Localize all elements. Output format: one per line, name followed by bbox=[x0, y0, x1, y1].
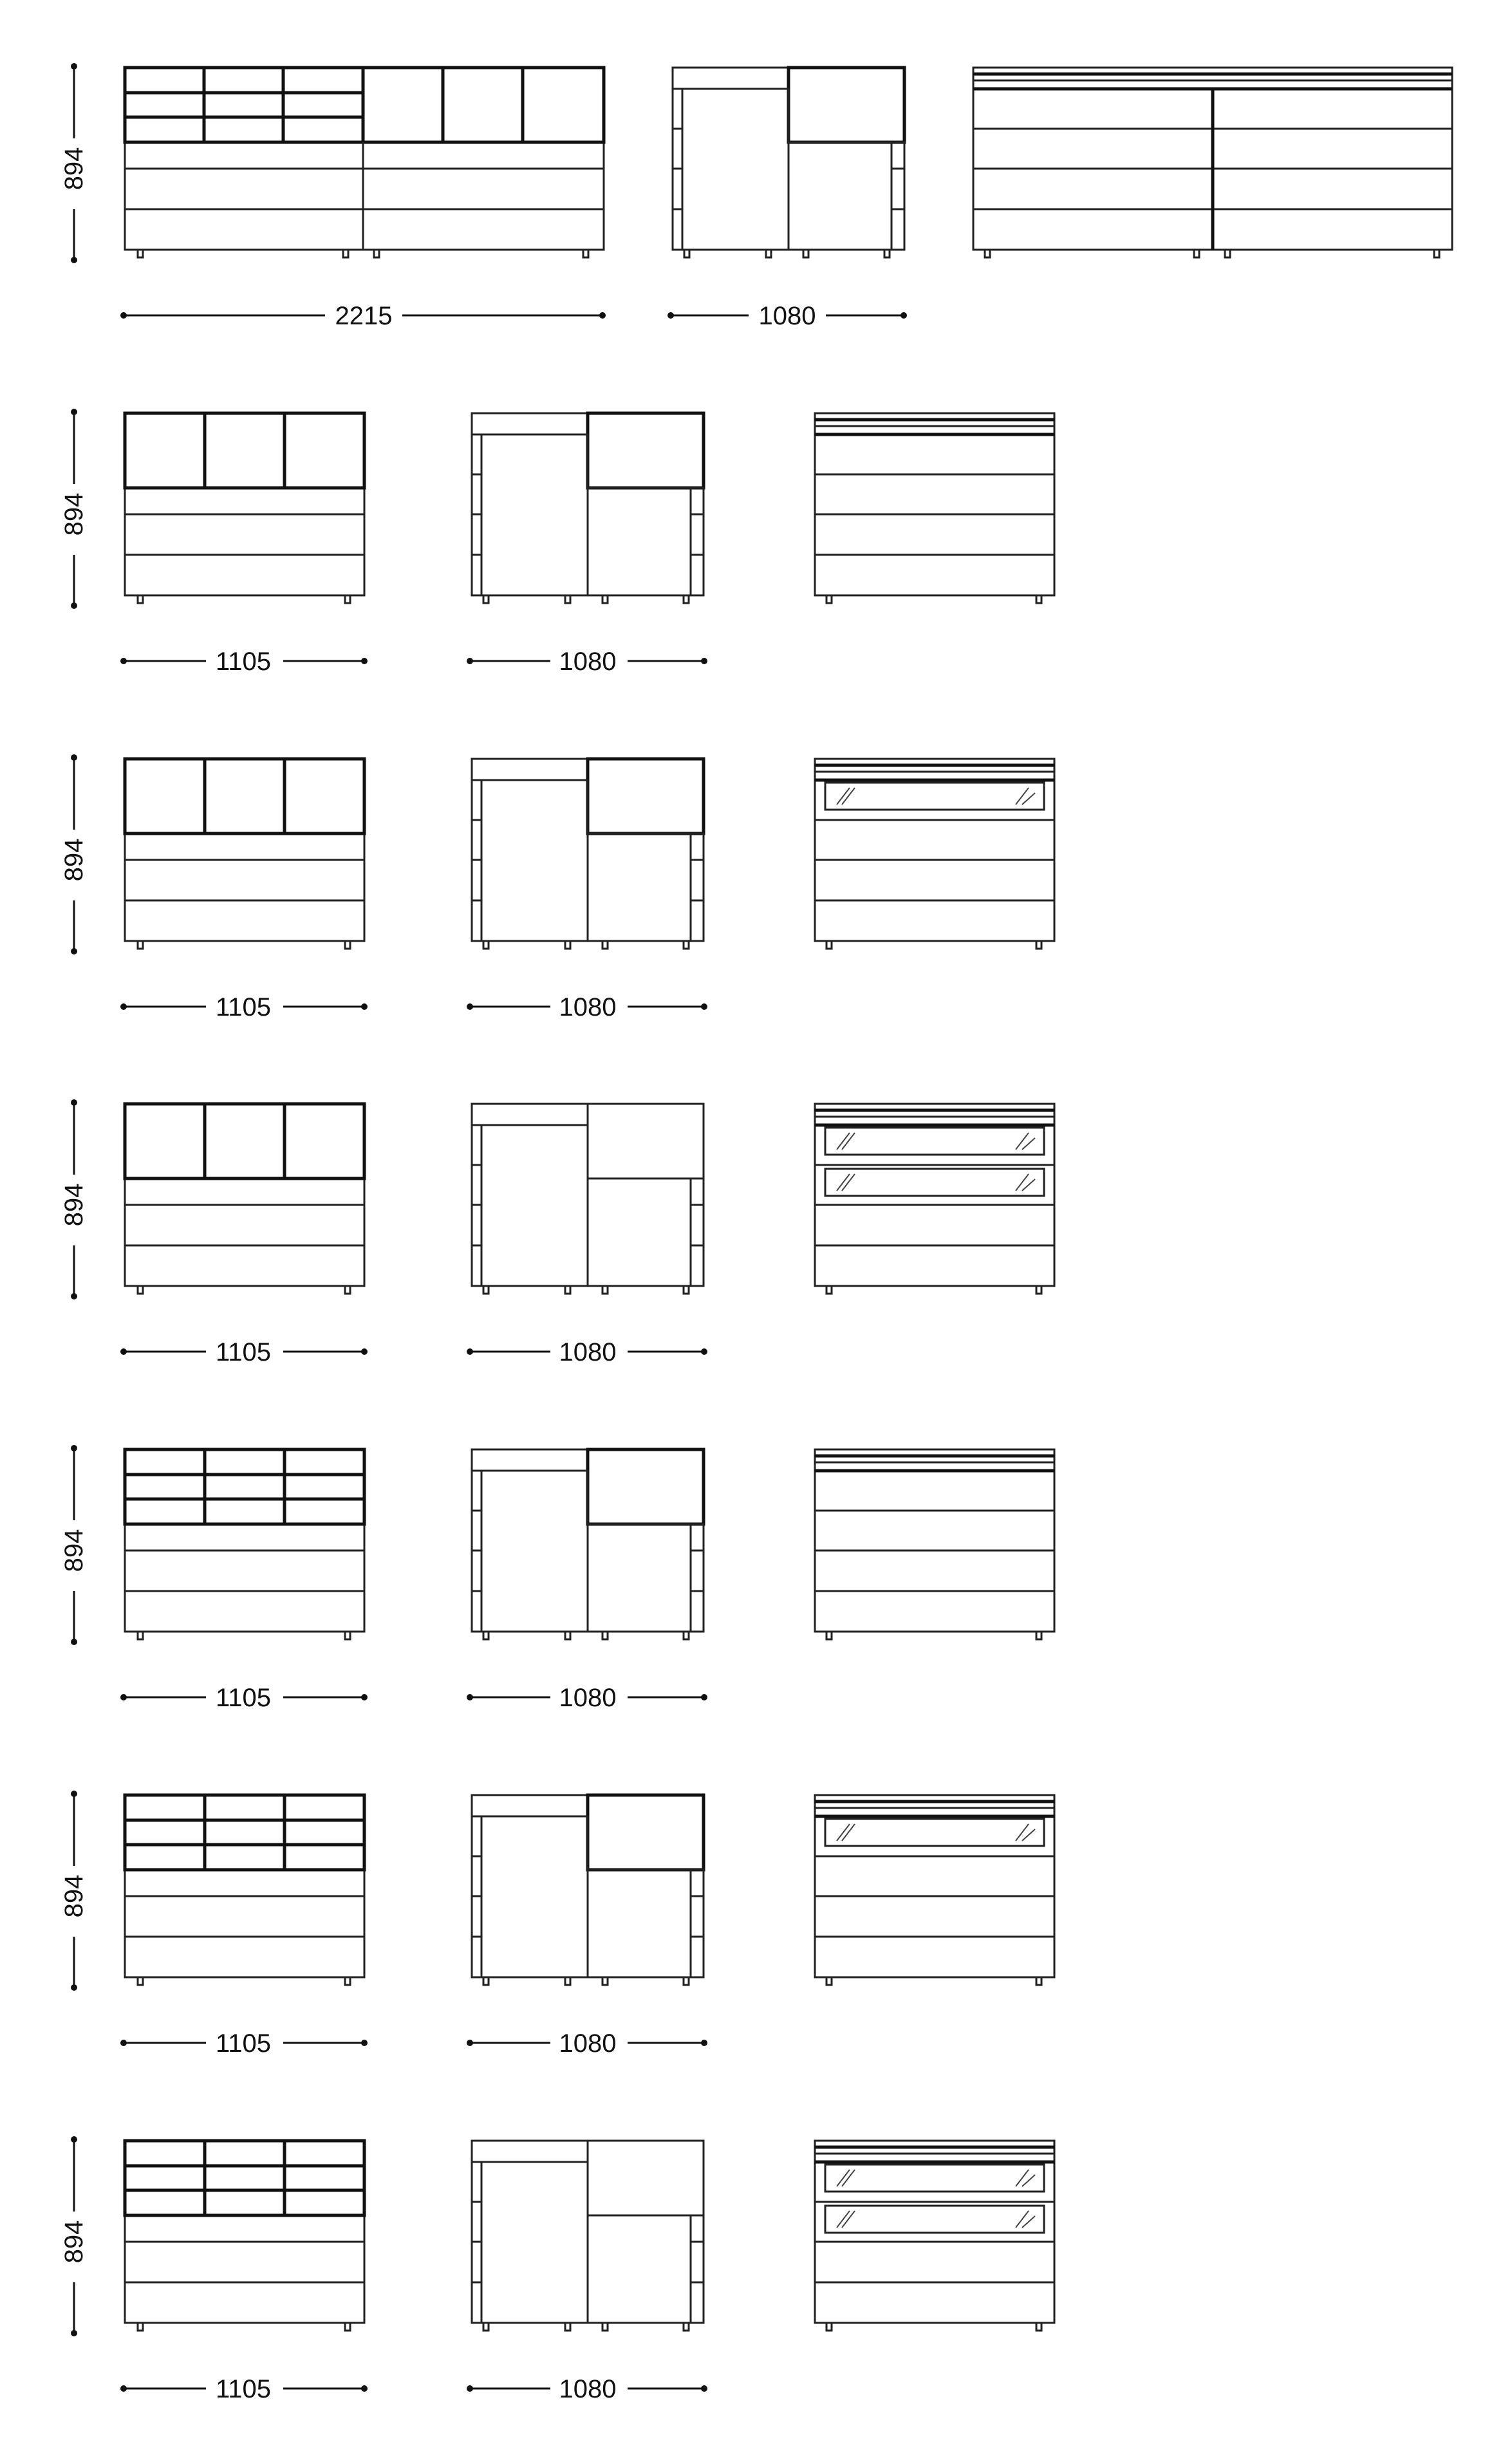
width-label-b: 1080 bbox=[559, 647, 617, 676]
row-2 bbox=[55, 409, 1054, 677]
row-3 bbox=[55, 754, 1054, 1023]
cabinet-drawer-view bbox=[815, 1449, 1054, 1639]
height-label: 894 bbox=[60, 1529, 88, 1572]
height-dimension bbox=[55, 2136, 93, 2336]
cabinet-glass-drawer-view bbox=[815, 1795, 1054, 1985]
width-label-b: 1080 bbox=[758, 302, 816, 330]
height-dimension bbox=[55, 1791, 93, 1991]
width-label-a: 1105 bbox=[215, 1338, 272, 1366]
row-7 bbox=[55, 2136, 1054, 2405]
cabinet-drawer-view bbox=[815, 413, 1054, 603]
width-dimension-b bbox=[467, 1681, 707, 1713]
cabinet-side-view bbox=[472, 2141, 704, 2331]
sideboard-front-view bbox=[125, 68, 604, 257]
height-label: 894 bbox=[60, 838, 88, 882]
width-dimension-a bbox=[120, 991, 368, 1023]
cabinet-side-view bbox=[472, 1104, 704, 1294]
height-label: 894 bbox=[60, 1183, 88, 1227]
cabinet-double-glass-drawer-view bbox=[815, 2141, 1054, 2331]
width-dimension-b bbox=[467, 991, 707, 1023]
width-dimension-a bbox=[120, 645, 368, 677]
cabinet-front-view bbox=[125, 2141, 364, 2331]
width-dimension-b bbox=[467, 645, 707, 677]
height-label: 894 bbox=[60, 1874, 88, 1918]
width-label-a: 1105 bbox=[215, 647, 272, 676]
width-dimension-b bbox=[467, 2372, 707, 2405]
height-dimension bbox=[55, 754, 93, 955]
cabinet-glass-drawer-view bbox=[815, 759, 1054, 949]
width-label-a: 1105 bbox=[215, 2029, 272, 2058]
cabinet-front-view bbox=[125, 413, 364, 603]
width-label-a: 1105 bbox=[215, 2375, 272, 2403]
row-4 bbox=[55, 1099, 1054, 1368]
width-label-b: 1080 bbox=[559, 2375, 617, 2403]
width-dimension-a bbox=[120, 1336, 368, 1368]
width-label-a: 1105 bbox=[215, 993, 272, 1021]
width-dimension-b bbox=[467, 2027, 707, 2059]
width-dimension-a bbox=[120, 1681, 368, 1713]
cabinet-front-view bbox=[125, 1104, 364, 1294]
width-label-b: 1080 bbox=[559, 993, 617, 1021]
height-dimension bbox=[55, 1445, 93, 1645]
row-5 bbox=[55, 1445, 1054, 1713]
height-dimension bbox=[55, 1099, 93, 1299]
width-dimension-a bbox=[120, 2372, 368, 2405]
cabinet-front-view bbox=[125, 1795, 364, 1985]
width-dimension-b bbox=[467, 1336, 707, 1368]
cabinet-side-view bbox=[472, 413, 704, 603]
width-dimension-a bbox=[120, 2027, 368, 2059]
width-label-b: 1080 bbox=[559, 1684, 617, 1712]
height-label: 894 bbox=[60, 147, 88, 191]
width-label-b: 1080 bbox=[559, 2029, 617, 2058]
width-label-a: 1105 bbox=[215, 1684, 272, 1712]
row-1 bbox=[55, 63, 1452, 331]
cabinet-double-glass-drawer-view bbox=[815, 1104, 1054, 1294]
cabinet-side-view bbox=[472, 759, 704, 949]
cabinet-side-view bbox=[472, 1795, 704, 1985]
width-label-b: 1080 bbox=[559, 1338, 617, 1366]
row-6 bbox=[55, 1791, 1054, 2059]
height-dimension bbox=[55, 409, 93, 609]
width-label-a: 2215 bbox=[335, 302, 393, 330]
height-label: 894 bbox=[60, 2220, 88, 2264]
cabinet-side-view bbox=[472, 1449, 704, 1639]
height-dimension bbox=[55, 63, 93, 263]
height-label: 894 bbox=[60, 492, 88, 536]
width-dimension-b bbox=[667, 299, 907, 331]
sideboard-side-view bbox=[673, 68, 904, 257]
sideboard-drawer-view bbox=[973, 68, 1452, 257]
cabinet-front-view bbox=[125, 1449, 364, 1639]
width-dimension-a bbox=[120, 299, 606, 331]
cabinet-front-view bbox=[125, 759, 364, 949]
